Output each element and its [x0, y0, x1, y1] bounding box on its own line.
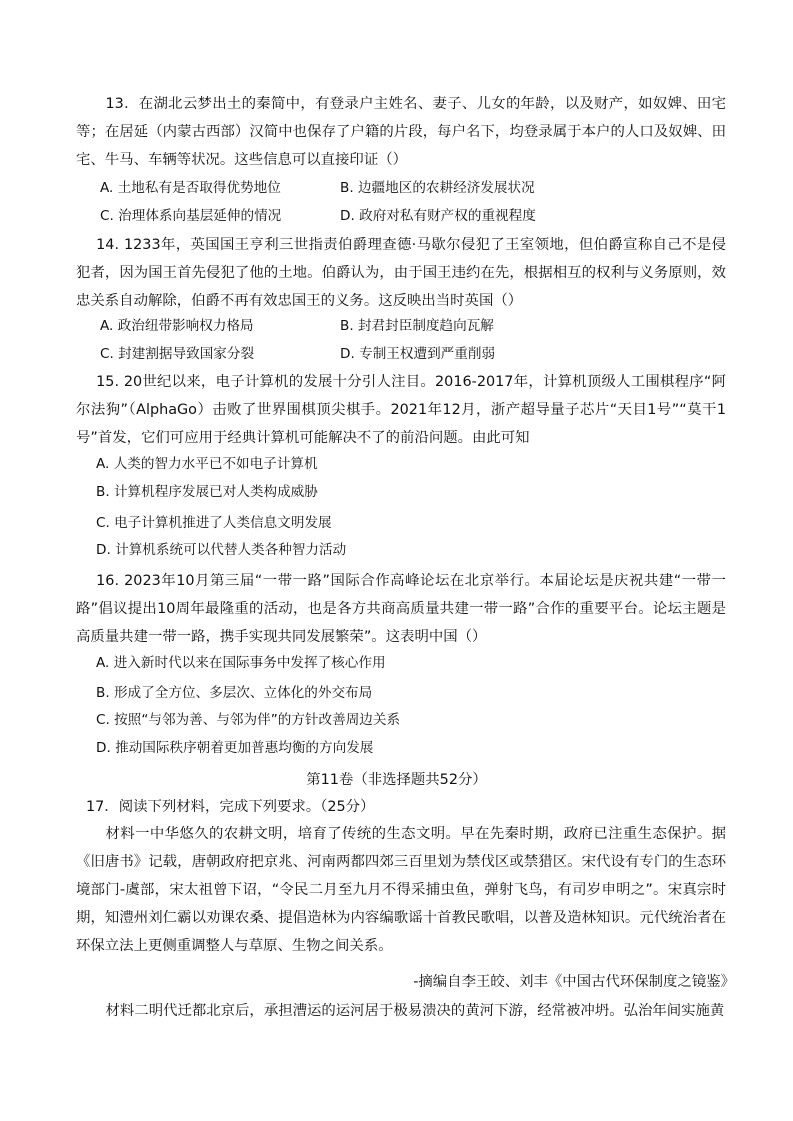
- question-14-option-d: D. 专制王权遭到严重削弱: [340, 346, 496, 362]
- question-14-option-a: A. 政治纽带影响权力格局: [100, 318, 254, 334]
- question-15-stem: 15. 20世纪以来，电子计算机的发展十分引人注目。2016-2017年，计算机顶级人工围棋程序“阿尔法狗”（AlphaGo）击败了世界围棋顶尖棋手。2021年12月，浙产超导量子芯片“天目1号”“莫干1号”首发，它们可应用于经典计算机可能解决不了的前沿问题。由此可知: [76, 374, 726, 446]
- material-1-source: -摘编自李王皎、刘丰《中国古代环保制度之镜鉴》: [413, 974, 735, 990]
- question-14-stem: 14. 1233年，英国国王亨利三世指责伯爵理查德·马歇尔侵犯了王室领地，但伯爵宣称自己不是侵犯者，因为国王首先侵犯了他的土地。伯爵认为，由于国王违约在先，根据相互的权利与义务原则，效忠关系自动解除，伯爵不再有效忠国王的义务。这反映出当时英国（）: [76, 237, 726, 309]
- question-17-stem: 17．阅读下列材料，完成下列要求。（25分）: [86, 799, 375, 815]
- question-14-option-c: C. 封建割据导致国家分裂: [100, 346, 255, 362]
- material-1-text: 材料一中华悠久的农耕文明，培育了传统的生态文明。早在先秦时期，政府已注重生态保护。据《旧唐书》记载，唐朝政府把京兆、河南两都四郊三百里划为禁伐区或禁猎区。宋代设有专门的生态环境部门-虞部，宋太祖曾下诏，“令民二月至九月不得采捕虫鱼，弹射飞鸟，有司岁申明之”。宋真宗时期，知澧州刘仁霸以劝课农桑、提倡造林为内容编歌谣十首教民歌唱，以普及造林知识。元代统治者在环保立法上更侧重调整人与草原、生物之间关系。: [76, 826, 726, 954]
- material-2-text: 材料二明代迁都北京后，承担漕运的运河居于极易溃决的黄河下游，经常被冲坍。弘治年间实施黄: [105, 1003, 725, 1019]
- question-14-option-b: B. 封君封臣制度趋向瓦解: [340, 318, 494, 334]
- question-15-option-a: A. 人类的智力水平已不如电子计算机: [96, 456, 318, 472]
- question-13-option-b: B. 边疆地区的农耕经济发展状况: [340, 180, 535, 196]
- question-15-option-c: C. 电子计算机推进了人类信息文明发展: [96, 515, 332, 531]
- question-16-stem: 16. 2023年10月第三届“一带一路”国际合作高峰论坛在北京举行。本届论坛是庆祝共建“一带一路”倡议提出10周年最隆重的活动，也是各方共商高质量共建一带一路”合作的重要平台。论坛主题是高质量共建一带一路，携手实现共同发展繁荣”。这表明中国（）: [76, 573, 726, 645]
- question-13-option-a: A. 土地私有是否取得优势地位: [100, 180, 281, 196]
- question-16-option-a: A. 进入新时代以来在国际事务中发挥了核心作用: [96, 655, 386, 671]
- question-16-option-c: C. 按照“与邻为善、与邻为伴”的方针改善周边关系: [96, 712, 401, 728]
- question-16-option-b: B. 形成了全方位、多层次、立体化的外交布局: [96, 685, 373, 701]
- question-15-option-b: B. 计算机程序发展已对人类构成威胁: [96, 484, 318, 500]
- question-13-option-c: C. 治理体系向基层延伸的情况: [100, 208, 282, 224]
- question-13-option-d: D. 政府对私有财产权的重视程度: [340, 208, 536, 224]
- question-15-option-d: D. 计算机系统可以代替人类各种智力活动: [96, 542, 347, 558]
- section-title: 第11卷（非选择题共52分）: [306, 772, 487, 788]
- question-16-option-d: D. 推动国际秩序朝着更加普惠均衡的方向发展: [96, 740, 374, 756]
- question-13-stem: 13．在湖北云梦出土的秦简中，有登录户主姓名、妻子、儿女的年龄，以及财产，如奴婢、田宅等；在居延（内蒙古西部）汉简中也保存了户籍的片段，每户名下，均登录属于本户的人口及奴婢、田宅、牛马、车辆等状况。这些信息可以直接印证（）: [76, 96, 726, 168]
